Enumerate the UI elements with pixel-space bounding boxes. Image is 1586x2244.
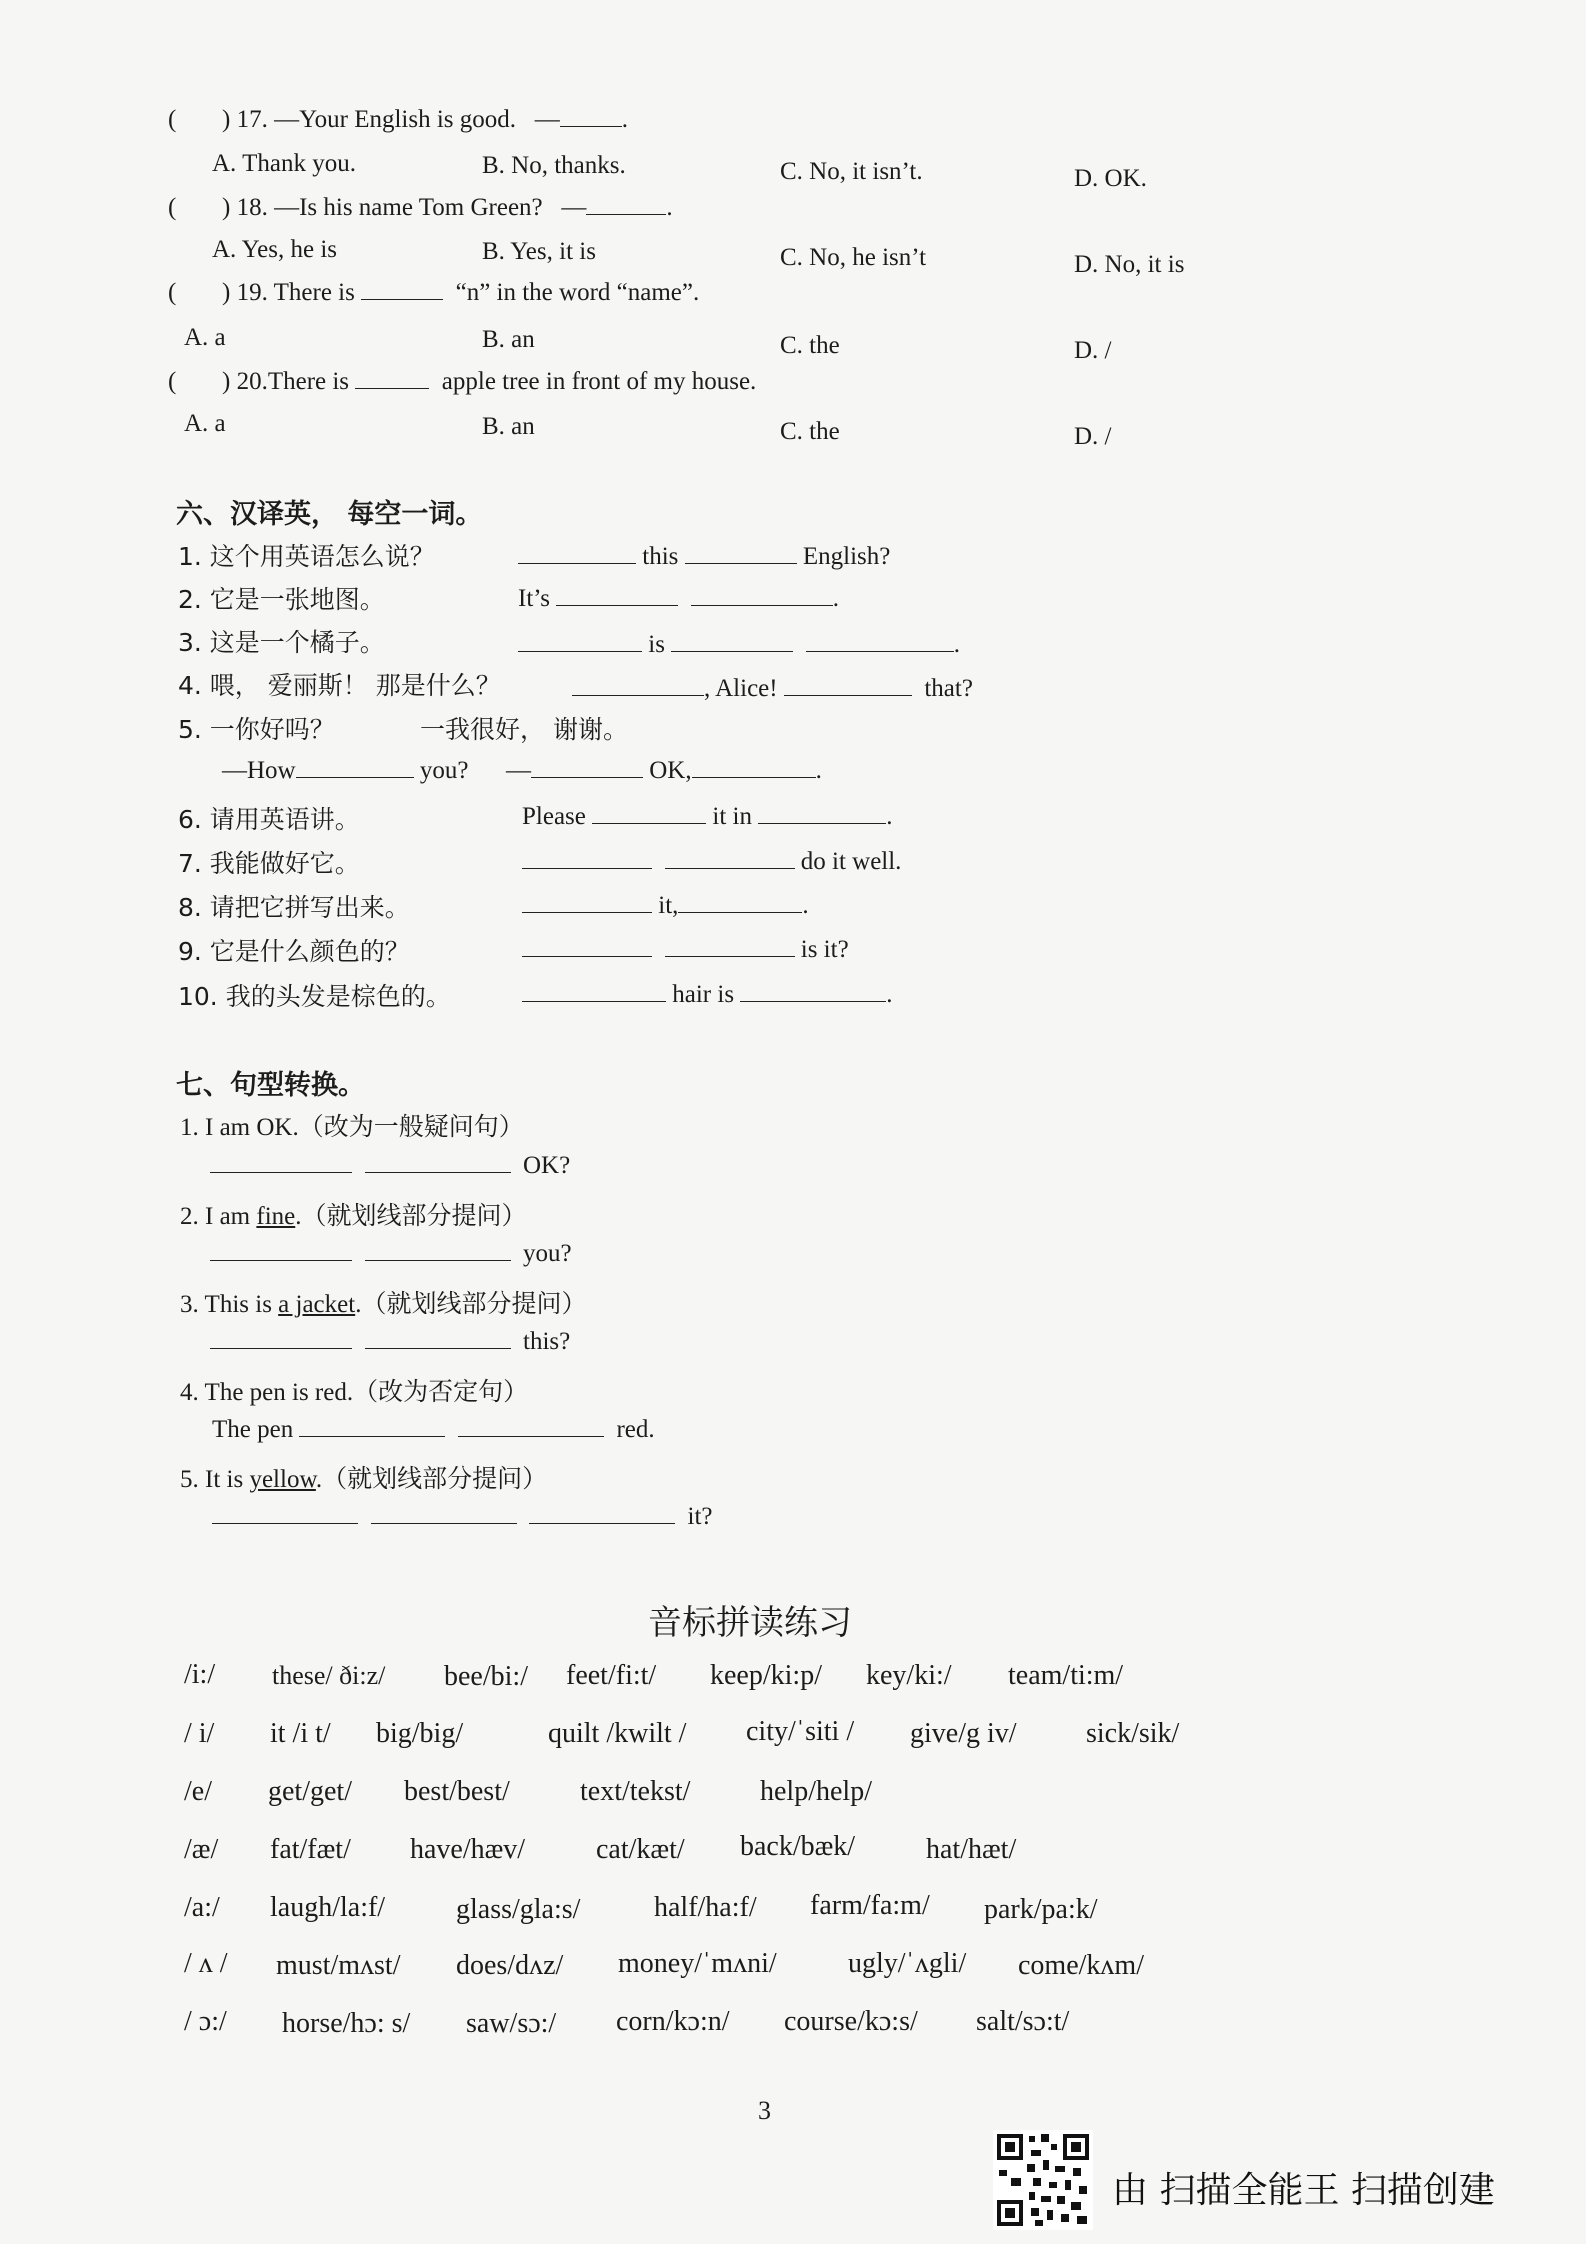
phonics-word: glass/gla:s/	[456, 1894, 581, 1925]
option-d: D. /	[1074, 423, 1112, 450]
item-english: is it?	[522, 936, 849, 964]
answer-paren: (	[168, 106, 177, 133]
phonics-word: money/ˈmʌni/	[618, 1948, 777, 1979]
phonics-word: ugly/ˈʌgli/	[848, 1948, 967, 1979]
phonics-word: feet/fi:t/	[566, 1660, 657, 1691]
phonics-word: does/dʌz/	[456, 1950, 564, 1981]
qr-code-icon	[993, 2130, 1093, 2230]
phonics-word: best/best/	[404, 1776, 510, 1807]
phonetic-symbol: / ɔ:/	[184, 2006, 227, 2037]
option-b: B. an	[482, 413, 535, 440]
phonics-word: get/get/	[268, 1776, 352, 1807]
item-chinese: 1. 这个用英语怎么说？	[178, 542, 435, 571]
phonics-word: course/kɔ:s/	[784, 2006, 918, 2037]
phonics-word: quilt /kwilt /	[548, 1718, 687, 1749]
phonics-word: city/ˈsiti /	[746, 1716, 855, 1747]
transform-answer: OK?	[210, 1152, 570, 1180]
option-b: B. Yes, it is	[482, 238, 596, 265]
option-c: C. No, it isn’t.	[780, 158, 923, 185]
phonics-word: it /i t/	[270, 1718, 331, 1749]
item-chinese: 8. 请把它拼写出来。	[178, 893, 410, 922]
transform-question: 2. I am fine.（就划线部分提问）	[180, 1201, 527, 1230]
phonics-title: 音标拼读练习	[648, 1603, 852, 1643]
phonics-word: farm/fa:m/	[810, 1890, 930, 1921]
phonics-word: saw/sɔ:/	[466, 2008, 557, 2039]
option-c: C. No, he isn’t	[780, 244, 927, 271]
option-a: A. Thank you.	[212, 150, 356, 177]
transform-question: 5. It is yellow.（就划线部分提问）	[180, 1464, 548, 1493]
transform-answer: it?	[212, 1503, 713, 1531]
phonics-word: help/help/	[760, 1776, 872, 1807]
phonics-word: have/hæv/	[410, 1834, 526, 1865]
item-chinese: 7. 我能做好它。	[178, 849, 360, 878]
transform-answer: The pen red.	[212, 1416, 655, 1443]
phonics-word: back/bæk/	[740, 1831, 856, 1862]
phonics-word: big/big/	[376, 1718, 464, 1749]
item-english: it, .	[522, 892, 809, 920]
option-a: A. Yes, he is	[212, 236, 338, 263]
page-number: 3	[758, 2096, 771, 2125]
item-english: —How you? — OK, .	[222, 757, 822, 784]
question-18: ) 18. —Is his name Tom Green? — .	[222, 194, 673, 221]
option-c: C. the	[780, 332, 840, 359]
phonics-word: bee/bi:/	[444, 1661, 528, 1692]
phonics-word: sick/sik/	[1086, 1718, 1180, 1749]
item-chinese: 3. 这是一个橘子。	[178, 628, 385, 657]
phonics-word: come/kʌm/	[1018, 1950, 1144, 1981]
phonetic-symbol: /i:/	[184, 1659, 216, 1690]
section-title: 七、句型转换。	[176, 1070, 365, 1101]
transform-answer: this?	[210, 1328, 570, 1356]
item-english: It’s .	[518, 585, 839, 612]
item-english: , Alice! that?	[572, 675, 973, 703]
option-b: B. No, thanks.	[482, 152, 626, 179]
item-chinese: 9. 它是什么颜色的？	[178, 937, 410, 966]
item-chinese: 10. 我的头发是棕色的。	[178, 982, 451, 1011]
transform-answer: you?	[210, 1240, 572, 1268]
phonics-word: laugh/la:f/	[270, 1892, 386, 1923]
option-d: D. No, it is	[1074, 251, 1185, 278]
option-a: A. a	[184, 324, 226, 351]
phonetic-symbol: / ʌ /	[184, 1948, 228, 1979]
option-d: D. OK.	[1074, 165, 1147, 192]
item-english: do it well.	[522, 848, 901, 876]
option-c: C. the	[780, 418, 840, 445]
answer-paren: (	[168, 279, 177, 306]
item-chinese: 2. 它是一张地图。	[178, 585, 385, 614]
phonics-word: key/ki:/	[866, 1660, 952, 1691]
item-english: this English?	[518, 543, 890, 571]
item-chinese: 6. 请用英语讲。	[178, 805, 360, 834]
phonetic-symbol: /e/	[184, 1776, 212, 1807]
phonics-word: hat/hæt/	[926, 1834, 1017, 1865]
option-d: D. /	[1074, 337, 1112, 364]
phonics-word: park/pa:k/	[984, 1894, 1098, 1925]
question-19: ) 19. There is “n” in the word “name”.	[222, 279, 700, 306]
phonics-word: salt/sɔ:t/	[976, 2006, 1070, 2037]
phonics-word: corn/kɔ:n/	[616, 2006, 730, 2037]
phonics-word: give/g iv/	[910, 1718, 1017, 1749]
question-17: ) 17. —Your English is good. — .	[222, 106, 629, 133]
question-20: ) 20.There is apple tree in front of my house.	[222, 368, 757, 395]
phonics-word: half/ha:f/	[654, 1892, 757, 1923]
phonics-word: horse/hɔ: s/	[282, 2008, 411, 2039]
scanner-footer: 由 扫描全能王 扫描创建	[1112, 2170, 1495, 2211]
option-b: B. an	[482, 326, 535, 353]
item-chinese: 4. 喂， 爱丽斯！ 那是什么？	[178, 671, 501, 700]
item-english: is .	[518, 631, 960, 659]
phonics-word: cat/kæt/	[596, 1834, 685, 1865]
item-chinese: 一我很好， 谢谢。	[420, 715, 628, 744]
phonetic-symbol: /a:/	[184, 1892, 220, 1923]
phonics-word: must/mʌst/	[276, 1950, 401, 1981]
transform-question: 3. This is a jacket.（就划线部分提问）	[180, 1289, 587, 1318]
transform-question: 4. The pen is red.（改为否定句）	[180, 1377, 529, 1406]
item-english: Please it in .	[522, 803, 893, 830]
phonics-word: fat/fæt/	[270, 1834, 351, 1865]
section-title: 六、汉译英， 每空一词。	[176, 499, 483, 530]
phonics-word: keep/ki:p/	[710, 1660, 822, 1691]
phonics-word: text/tekst/	[580, 1776, 691, 1807]
transform-question: 1. I am OK.（改为一般疑问句）	[180, 1112, 524, 1141]
phonics-word: these/ ði:z/	[272, 1661, 386, 1690]
phonetic-symbol: / i/	[184, 1718, 215, 1749]
item-chinese: 5. 一你好吗？	[178, 715, 335, 744]
phonics-word: team/ti:m/	[1008, 1660, 1124, 1691]
item-english: hair is .	[522, 981, 893, 1009]
answer-paren: (	[168, 194, 177, 221]
phonetic-symbol: /æ/	[184, 1834, 219, 1865]
answer-paren: (	[168, 368, 177, 395]
option-a: A. a	[184, 410, 226, 437]
